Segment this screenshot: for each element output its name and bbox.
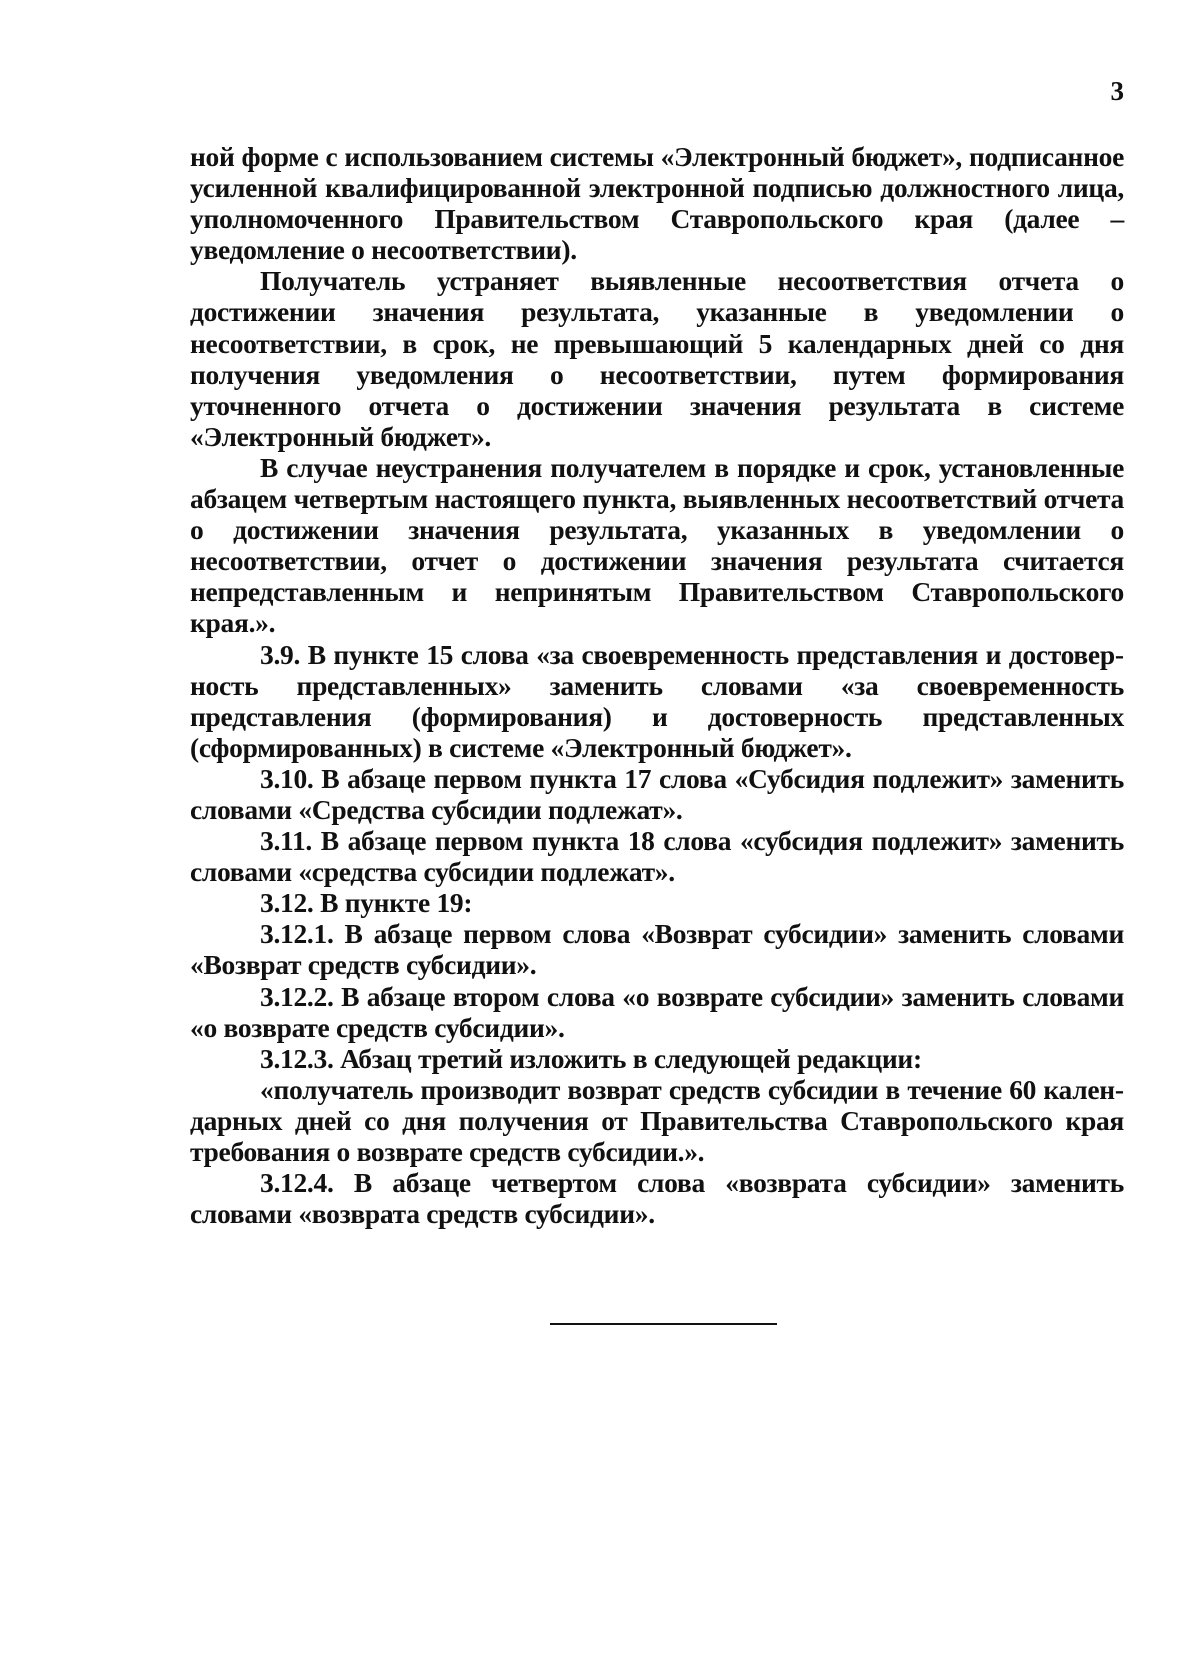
document-body bbox=[190, 141, 1124, 1229]
paragraph-item-3-12: 3.12. В пункте 19: bbox=[260, 887, 473, 919]
paragraph-item-3-12-1: 3.12.1. В абзаце первом слова «Возврат субсидии» заменить словами «Возврат средств субсидии». bbox=[190, 918, 1124, 981]
paragraph-item-3-10: 3.10. В абзаце первом пункта 17 слова «Субсидия подлежит» заменить словами «Средства субсидии подлежат». bbox=[190, 762, 1124, 825]
paragraph-item-3-12-4: 3.12.4. В абзаце четвертом слова «возврата субсидии» заменить словами «возврата средств субсидии». bbox=[190, 1167, 1124, 1230]
paragraph-new-wording: «получатель производит возврат средств субсидии в течение 60 календарных дней со дня получения от Правительства Ставропольского края требования о возврате средств субсидии.». bbox=[190, 1073, 1124, 1167]
paragraph-item-3-12-3: 3.12.3. Абзац третий изложить в следующей редакции: bbox=[260, 1042, 922, 1074]
paragraph-item-3-9: 3.9. В пункте 15 слова «за своевременность представления и достоверность представленных» заменить словами «за своевременность представления (формирования) и достоверность представленных (сформированных) в системе «Электронный бюджет». bbox=[190, 638, 1124, 763]
paragraph-item-3-12-2: 3.12.2. В абзаце втором слова «о возврате субсидии» заменить словами «о возврате средств субсидии». bbox=[190, 980, 1124, 1043]
paragraph-recipient-corrections: Получатель устраняет выявленные несоответствия отчета о достижении значения результата, указанные в уведомлении о несоответствии, в срок, не превышающий 5 календарных дней со дня получения уведомления о несоответствии, путем формирования уточненного отчета о достижении значения результата в системе «Электронный бюджет». bbox=[190, 265, 1124, 452]
closing-divider bbox=[550, 1323, 777, 1325]
paragraph-continuation: ной форме с использованием системы «Электронный бюджет», подписанное усиленной квалифицированной электронной подписью должностного лица, уполномоченного Правительством Ставропольского края (далее – уведомление о несоответствии). bbox=[190, 141, 1124, 266]
paragraph-non-elimination: В случае неустранения получателем в порядке и срок, установленные абзацем четвертым настоящего пункта, выявленных несоответствий отчета о достижении значения результата, указанных в уведомлении о несоответствии, отчет о достижении значения результата считается непредставленным и непринятым Правительством Ставропольского края.». bbox=[190, 451, 1124, 639]
page-number: 3 bbox=[1110, 76, 1124, 106]
paragraph-item-3-11: 3.11. В абзаце первом пункта 18 слова «субсидия подлежит» заменить словами «средства субсидии подлежат». bbox=[190, 825, 1124, 888]
